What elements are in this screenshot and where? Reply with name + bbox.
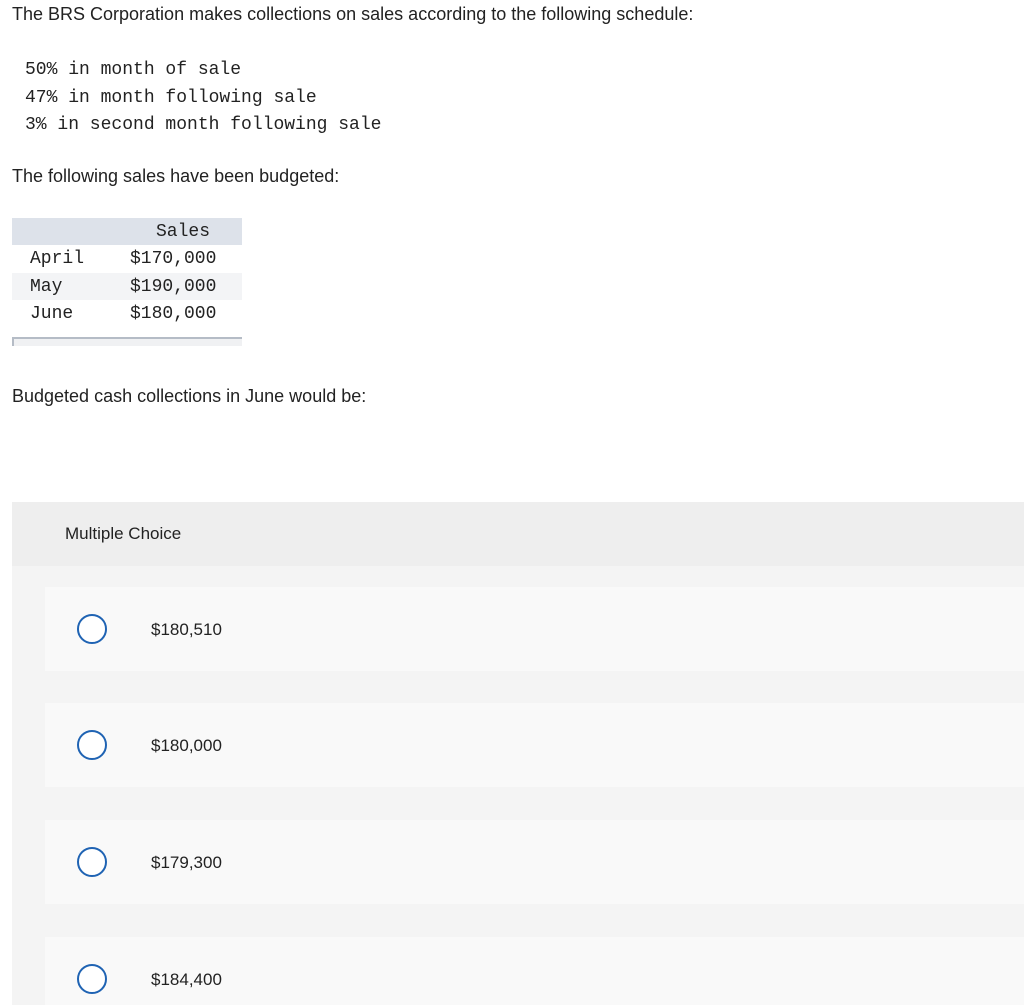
- table-cell-amount: $170,000: [130, 249, 217, 269]
- table-cell-amount: $180,000: [130, 304, 217, 324]
- multiple-choice-title: Multiple Choice: [65, 524, 182, 543]
- answer-option[interactable]: [45, 587, 1024, 671]
- multiple-choice-header: [12, 502, 1024, 566]
- multiple-choice-panel: [12, 502, 1024, 1005]
- answer-option[interactable]: [45, 937, 1024, 1005]
- budget-text: The following sales have been budgeted:: [12, 166, 340, 186]
- table-cell-month: May: [30, 276, 63, 297]
- schedule-item: 47% in month following sale: [25, 87, 317, 108]
- answer-option-label: $180,000: [151, 736, 222, 755]
- answer-option-label: $180,510: [151, 620, 222, 639]
- question-text: Budgeted cash collections in June would be:: [12, 386, 367, 406]
- problem-intro: The BRS Corporation makes collections on sales according to the following schedule:: [12, 4, 694, 24]
- table-footer-corner: [12, 339, 14, 346]
- radio-button[interactable]: [77, 847, 107, 877]
- answer-option[interactable]: [45, 820, 1024, 904]
- multiple-choice-body: [12, 566, 1024, 1005]
- answer-option-label: $179,300: [151, 853, 222, 872]
- sales-table-header: [12, 218, 242, 245]
- table-footer-rule: [12, 337, 242, 346]
- schedule-item: 50% in month of sale: [25, 60, 242, 80]
- table-cell-amount: $190,000: [130, 276, 217, 297]
- table-row: [12, 273, 242, 301]
- table-row: [12, 245, 242, 273]
- schedule-item: 3% in second month following sale: [25, 115, 382, 135]
- radio-button[interactable]: [77, 614, 107, 644]
- sales-column-header: Sales: [156, 222, 211, 242]
- radio-button[interactable]: [77, 730, 107, 760]
- collection-schedule: [25, 57, 381, 140]
- table-cell-month: April: [30, 249, 85, 269]
- answer-option[interactable]: [45, 703, 1024, 787]
- table-row: [12, 300, 242, 328]
- sales-table: [12, 218, 242, 328]
- radio-button[interactable]: [77, 964, 107, 994]
- table-cell-month: June: [30, 304, 74, 324]
- answer-option-label: $184,400: [151, 970, 222, 989]
